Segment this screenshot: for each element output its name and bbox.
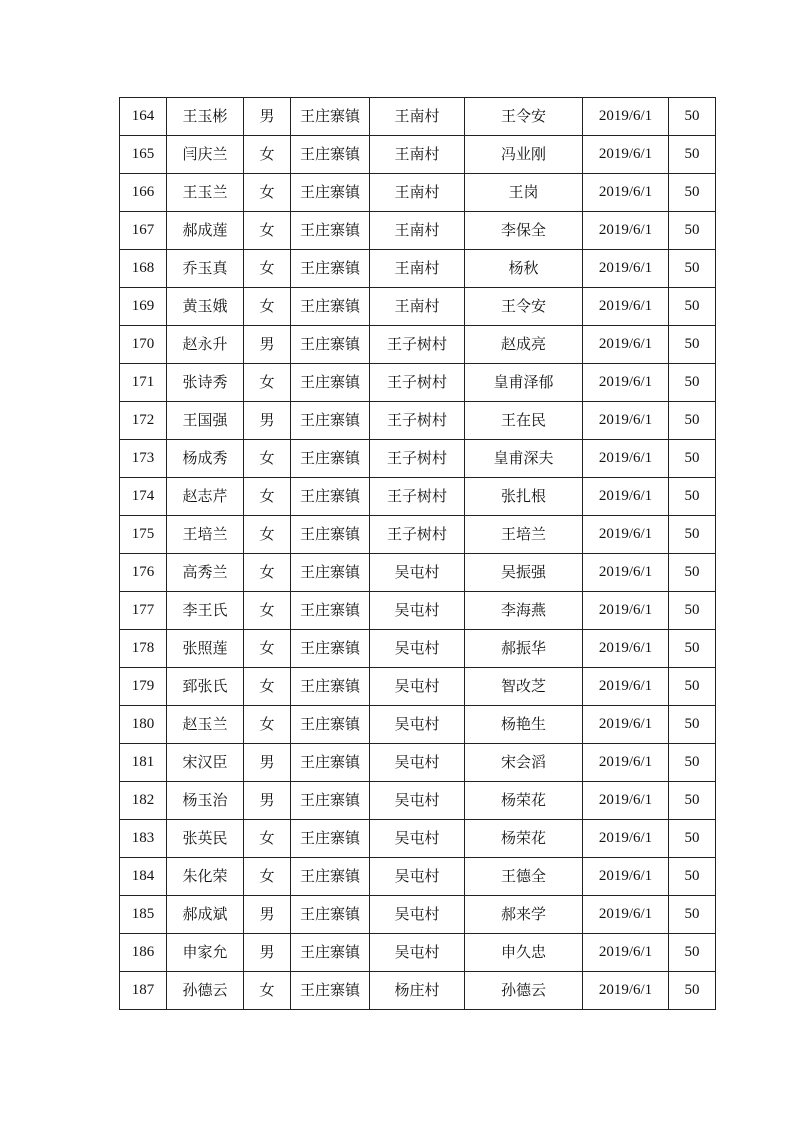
date-cell: 2019/6/1	[583, 402, 669, 440]
amount-cell: 50	[669, 668, 716, 706]
name-cell: 杨成秀	[167, 440, 244, 478]
table-row	[120, 288, 716, 326]
name-cell: 黄玉娥	[167, 288, 244, 326]
date-cell: 2019/6/1	[583, 972, 669, 1010]
amount-cell: 50	[669, 250, 716, 288]
name-cell: 王玉兰	[167, 174, 244, 212]
serial-number-cell: 186	[120, 934, 167, 972]
date-cell: 2019/6/1	[583, 212, 669, 250]
table-row	[120, 972, 716, 1010]
date-cell: 2019/6/1	[583, 440, 669, 478]
village-cell: 吴屯村	[370, 858, 465, 896]
amount-cell: 50	[669, 440, 716, 478]
amount-cell: 50	[669, 326, 716, 364]
town-cell: 王庄寨镇	[291, 782, 370, 820]
village-cell: 王南村	[370, 288, 465, 326]
gender-cell: 男	[244, 402, 291, 440]
town-cell: 王庄寨镇	[291, 744, 370, 782]
village-cell: 吴屯村	[370, 706, 465, 744]
table-row	[120, 98, 716, 136]
table-row	[120, 364, 716, 402]
date-cell: 2019/6/1	[583, 706, 669, 744]
table-row	[120, 250, 716, 288]
amount-cell: 50	[669, 136, 716, 174]
table-row	[120, 554, 716, 592]
name-cell: 赵永升	[167, 326, 244, 364]
table-row	[120, 326, 716, 364]
date-cell: 2019/6/1	[583, 592, 669, 630]
table-row	[120, 592, 716, 630]
town-cell: 王庄寨镇	[291, 592, 370, 630]
gender-cell: 女	[244, 250, 291, 288]
serial-number-cell: 170	[120, 326, 167, 364]
town-cell: 王庄寨镇	[291, 668, 370, 706]
serial-number-cell: 164	[120, 98, 167, 136]
gender-cell: 女	[244, 554, 291, 592]
contact-person-cell: 郝振华	[465, 630, 583, 668]
records-table-body	[120, 98, 716, 1010]
town-cell: 王庄寨镇	[291, 174, 370, 212]
gender-cell: 女	[244, 592, 291, 630]
serial-number-cell: 185	[120, 896, 167, 934]
gender-cell: 女	[244, 858, 291, 896]
serial-number-cell: 168	[120, 250, 167, 288]
gender-cell: 女	[244, 212, 291, 250]
town-cell: 王庄寨镇	[291, 630, 370, 668]
village-cell: 王南村	[370, 212, 465, 250]
name-cell: 郝成斌	[167, 896, 244, 934]
amount-cell: 50	[669, 972, 716, 1010]
amount-cell: 50	[669, 288, 716, 326]
amount-cell: 50	[669, 212, 716, 250]
contact-person-cell: 赵成亮	[465, 326, 583, 364]
amount-cell: 50	[669, 820, 716, 858]
table-row	[120, 630, 716, 668]
town-cell: 王庄寨镇	[291, 478, 370, 516]
name-cell: 张诗秀	[167, 364, 244, 402]
town-cell: 王庄寨镇	[291, 820, 370, 858]
serial-number-cell: 175	[120, 516, 167, 554]
name-cell: 赵玉兰	[167, 706, 244, 744]
table-row	[120, 136, 716, 174]
village-cell: 吴屯村	[370, 668, 465, 706]
date-cell: 2019/6/1	[583, 250, 669, 288]
town-cell: 王庄寨镇	[291, 98, 370, 136]
date-cell: 2019/6/1	[583, 668, 669, 706]
date-cell: 2019/6/1	[583, 782, 669, 820]
gender-cell: 女	[244, 820, 291, 858]
town-cell: 王庄寨镇	[291, 212, 370, 250]
gender-cell: 女	[244, 136, 291, 174]
contact-person-cell: 王培兰	[465, 516, 583, 554]
date-cell: 2019/6/1	[583, 744, 669, 782]
town-cell: 王庄寨镇	[291, 858, 370, 896]
village-cell: 王子树村	[370, 516, 465, 554]
serial-number-cell: 179	[120, 668, 167, 706]
name-cell: 闫庆兰	[167, 136, 244, 174]
town-cell: 王庄寨镇	[291, 402, 370, 440]
table-row	[120, 820, 716, 858]
contact-person-cell: 王岗	[465, 174, 583, 212]
amount-cell: 50	[669, 98, 716, 136]
gender-cell: 男	[244, 98, 291, 136]
serial-number-cell: 167	[120, 212, 167, 250]
village-cell: 吴屯村	[370, 934, 465, 972]
serial-number-cell: 187	[120, 972, 167, 1010]
contact-person-cell: 王德全	[465, 858, 583, 896]
serial-number-cell: 176	[120, 554, 167, 592]
village-cell: 王子树村	[370, 478, 465, 516]
contact-person-cell: 宋会滔	[465, 744, 583, 782]
gender-cell: 女	[244, 440, 291, 478]
contact-person-cell: 王令安	[465, 288, 583, 326]
contact-person-cell: 杨秋	[465, 250, 583, 288]
village-cell: 吴屯村	[370, 592, 465, 630]
amount-cell: 50	[669, 858, 716, 896]
name-cell: 朱化荣	[167, 858, 244, 896]
town-cell: 王庄寨镇	[291, 250, 370, 288]
gender-cell: 男	[244, 326, 291, 364]
gender-cell: 女	[244, 364, 291, 402]
date-cell: 2019/6/1	[583, 858, 669, 896]
table-row	[120, 478, 716, 516]
table-row	[120, 934, 716, 972]
table-row	[120, 706, 716, 744]
village-cell: 吴屯村	[370, 744, 465, 782]
date-cell: 2019/6/1	[583, 516, 669, 554]
name-cell: 张照莲	[167, 630, 244, 668]
town-cell: 王庄寨镇	[291, 706, 370, 744]
contact-person-cell: 皇甫泽郁	[465, 364, 583, 402]
gender-cell: 女	[244, 706, 291, 744]
gender-cell: 男	[244, 934, 291, 972]
gender-cell: 男	[244, 896, 291, 934]
contact-person-cell: 杨荣花	[465, 820, 583, 858]
town-cell: 王庄寨镇	[291, 896, 370, 934]
village-cell: 吴屯村	[370, 554, 465, 592]
contact-person-cell: 杨荣花	[465, 782, 583, 820]
name-cell: 宋汉臣	[167, 744, 244, 782]
serial-number-cell: 177	[120, 592, 167, 630]
serial-number-cell: 169	[120, 288, 167, 326]
table-row	[120, 516, 716, 554]
name-cell: 郅张氏	[167, 668, 244, 706]
date-cell: 2019/6/1	[583, 554, 669, 592]
amount-cell: 50	[669, 516, 716, 554]
town-cell: 王庄寨镇	[291, 934, 370, 972]
gender-cell: 女	[244, 174, 291, 212]
table-row	[120, 668, 716, 706]
town-cell: 王庄寨镇	[291, 972, 370, 1010]
contact-person-cell: 申久忠	[465, 934, 583, 972]
contact-person-cell: 李海燕	[465, 592, 583, 630]
name-cell: 孙德云	[167, 972, 244, 1010]
name-cell: 李王氏	[167, 592, 244, 630]
table-row	[120, 402, 716, 440]
amount-cell: 50	[669, 934, 716, 972]
date-cell: 2019/6/1	[583, 820, 669, 858]
date-cell: 2019/6/1	[583, 288, 669, 326]
contact-person-cell: 皇甫深夫	[465, 440, 583, 478]
amount-cell: 50	[669, 630, 716, 668]
village-cell: 吴屯村	[370, 820, 465, 858]
serial-number-cell: 180	[120, 706, 167, 744]
table-row	[120, 212, 716, 250]
village-cell: 王南村	[370, 98, 465, 136]
contact-person-cell: 李保全	[465, 212, 583, 250]
amount-cell: 50	[669, 782, 716, 820]
village-cell: 王南村	[370, 174, 465, 212]
table-row	[120, 896, 716, 934]
serial-number-cell: 178	[120, 630, 167, 668]
village-cell: 王子树村	[370, 364, 465, 402]
name-cell: 赵志芹	[167, 478, 244, 516]
amount-cell: 50	[669, 896, 716, 934]
gender-cell: 女	[244, 478, 291, 516]
town-cell: 王庄寨镇	[291, 326, 370, 364]
date-cell: 2019/6/1	[583, 896, 669, 934]
records-table	[119, 97, 716, 1010]
village-cell: 王子树村	[370, 402, 465, 440]
town-cell: 王庄寨镇	[291, 554, 370, 592]
gender-cell: 女	[244, 288, 291, 326]
village-cell: 王子树村	[370, 326, 465, 364]
village-cell: 吴屯村	[370, 630, 465, 668]
serial-number-cell: 173	[120, 440, 167, 478]
serial-number-cell: 181	[120, 744, 167, 782]
name-cell: 郝成莲	[167, 212, 244, 250]
village-cell: 杨庄村	[370, 972, 465, 1010]
contact-person-cell: 冯业刚	[465, 136, 583, 174]
contact-person-cell: 郝来学	[465, 896, 583, 934]
name-cell: 乔玉真	[167, 250, 244, 288]
contact-person-cell: 杨艳生	[465, 706, 583, 744]
amount-cell: 50	[669, 744, 716, 782]
serial-number-cell: 174	[120, 478, 167, 516]
amount-cell: 50	[669, 478, 716, 516]
gender-cell: 男	[244, 744, 291, 782]
amount-cell: 50	[669, 174, 716, 212]
village-cell: 王南村	[370, 136, 465, 174]
table-row	[120, 782, 716, 820]
serial-number-cell: 182	[120, 782, 167, 820]
date-cell: 2019/6/1	[583, 136, 669, 174]
village-cell: 王南村	[370, 250, 465, 288]
date-cell: 2019/6/1	[583, 630, 669, 668]
date-cell: 2019/6/1	[583, 326, 669, 364]
village-cell: 王子树村	[370, 440, 465, 478]
contact-person-cell: 吴振强	[465, 554, 583, 592]
date-cell: 2019/6/1	[583, 364, 669, 402]
gender-cell: 女	[244, 972, 291, 1010]
serial-number-cell: 166	[120, 174, 167, 212]
town-cell: 王庄寨镇	[291, 440, 370, 478]
date-cell: 2019/6/1	[583, 934, 669, 972]
serial-number-cell: 165	[120, 136, 167, 174]
name-cell: 高秀兰	[167, 554, 244, 592]
contact-person-cell: 智改芝	[465, 668, 583, 706]
name-cell: 申家允	[167, 934, 244, 972]
village-cell: 吴屯村	[370, 896, 465, 934]
contact-person-cell: 张扎根	[465, 478, 583, 516]
amount-cell: 50	[669, 364, 716, 402]
gender-cell: 男	[244, 782, 291, 820]
name-cell: 王国强	[167, 402, 244, 440]
serial-number-cell: 172	[120, 402, 167, 440]
table-row	[120, 174, 716, 212]
date-cell: 2019/6/1	[583, 478, 669, 516]
table-row	[120, 744, 716, 782]
contact-person-cell: 孙德云	[465, 972, 583, 1010]
contact-person-cell: 王在民	[465, 402, 583, 440]
serial-number-cell: 183	[120, 820, 167, 858]
amount-cell: 50	[669, 706, 716, 744]
name-cell: 王培兰	[167, 516, 244, 554]
village-cell: 吴屯村	[370, 782, 465, 820]
gender-cell: 女	[244, 516, 291, 554]
date-cell: 2019/6/1	[583, 174, 669, 212]
table-row	[120, 440, 716, 478]
name-cell: 杨玉治	[167, 782, 244, 820]
contact-person-cell: 王令安	[465, 98, 583, 136]
amount-cell: 50	[669, 402, 716, 440]
date-cell: 2019/6/1	[583, 98, 669, 136]
town-cell: 王庄寨镇	[291, 288, 370, 326]
town-cell: 王庄寨镇	[291, 516, 370, 554]
table-row	[120, 858, 716, 896]
name-cell: 张英民	[167, 820, 244, 858]
gender-cell: 女	[244, 630, 291, 668]
amount-cell: 50	[669, 554, 716, 592]
amount-cell: 50	[669, 592, 716, 630]
name-cell: 王玉彬	[167, 98, 244, 136]
gender-cell: 女	[244, 668, 291, 706]
town-cell: 王庄寨镇	[291, 364, 370, 402]
town-cell: 王庄寨镇	[291, 136, 370, 174]
serial-number-cell: 184	[120, 858, 167, 896]
serial-number-cell: 171	[120, 364, 167, 402]
